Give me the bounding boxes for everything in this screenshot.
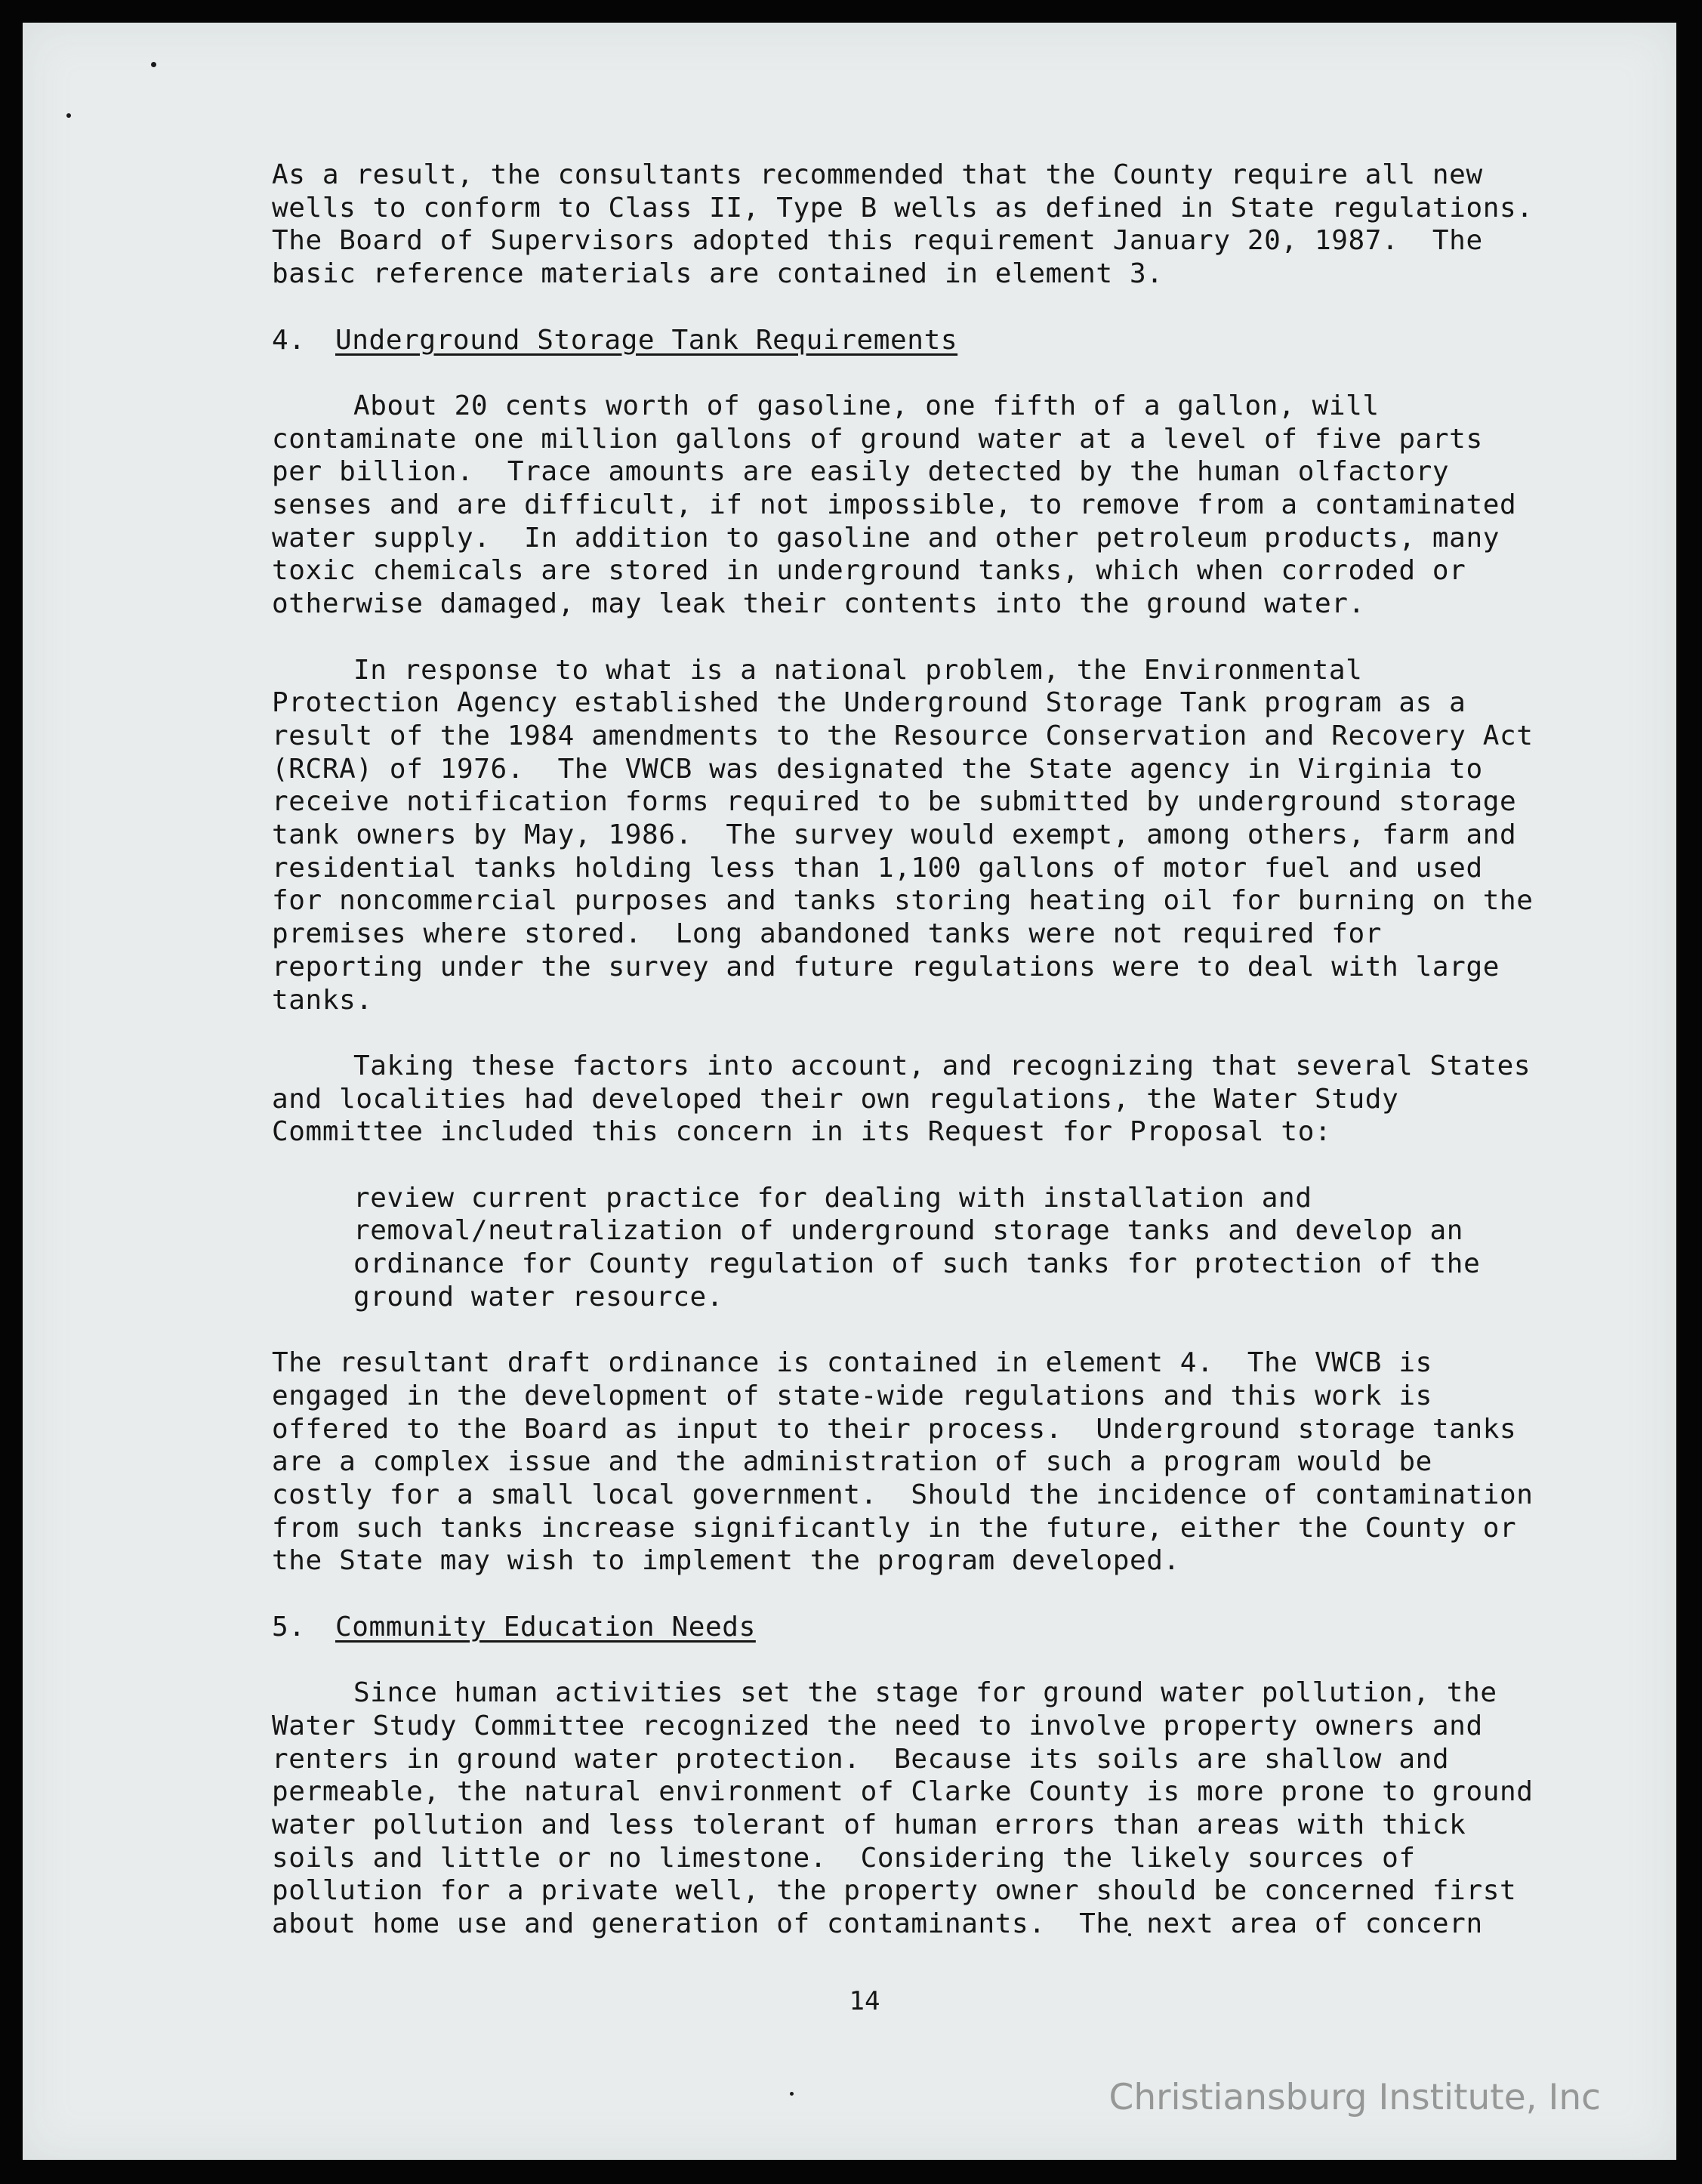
section-5-heading [272, 1611, 1540, 1644]
document-page [23, 23, 1676, 2160]
section-4-paragraph-3: Taking these factors into account, and recognizing that several States and localities had developed their own regulations, the Water Study Committee included this concern in its Request for Proposal to: [272, 1050, 1548, 1148]
scan-speck [790, 2092, 794, 2096]
section-4-number: 4. [272, 324, 306, 356]
section-4-paragraph-1: About 20 cents worth of gasoline, one fifth of a gallon, will contaminate one million gallons of ground water at a level of five parts per billion. Trace amounts are easily detected by the human olfactory senses and are difficult, if not impossible, to remove from a contaminated water supply. In addition to gasoline and other petroleum products, many toxic chemicals are stored in underground tanks, which when corroded or otherwise damaged, may leak their contents into the ground water. [272, 390, 1534, 620]
page-number: 14 [849, 1986, 880, 2016]
section-4-quote: review current practice for dealing with installation and removal/neutralization of underground storage tanks and develop an ordinance for County regulation of such tanks for protection of the ground water resource. [353, 1182, 1497, 1313]
section-5-number: 5. [272, 1611, 306, 1643]
section-4-heading [272, 324, 1540, 357]
section-4-paragraph-2: In response to what is a national problem, the Environmental Protection Agency established the Underground Storage Tank program as a result of the 1984 amendments to the Resource Conservation and Recovery Act (RCRA) of 1976. The VWCB was designated the State agency in Virginia to receive notification forms required to be submitted by underground storage tank owners by May, 1986. The survey would exempt, among others, farm and residential tanks holding less than 1,100 gallons of motor fuel and used for noncommercial purposes and tanks storing heating oil for burning on the premises where stored. Long abandoned tanks were not required for reporting under the survey and future regulations were to deal with large tanks. [272, 654, 1550, 1016]
intro-paragraph: As a result, the consultants recommended that the County require all new wells to conform to Class II, Type B wells as defined in State regulations. The Board of Supervisors adopted this requirement January 20, 1987. The basic reference materials are contained in element 3. [272, 159, 1568, 290]
watermark: Christiansburg Institute, Inc [1108, 2077, 1601, 2118]
section-5-title: Community Education Needs [335, 1611, 756, 1643]
section-4-paragraph-4: The resultant draft ordinance is contained in element 4. The VWCB is engaged in the development of state-wide regulations and this work is offered to the Board as input to their process. Underground storage tanks are a complex issue and the administration of such a program would be costly for a small local government. Should the incidence of contamination from such tanks increase significantly in the future, either the County or the State may wish to implement the program developed. [272, 1347, 1550, 1577]
section-5-paragraph-1: Since human activities set the stage for ground water pollution, the Water Study Committee recognized the need to involve property owners and renters in ground water protection. Because its soils are shallow and permeable, the natural environment of Clarke County is more prone to ground water pollution and less tolerant of human errors than areas with thick soils and little or no limestone. Considering the likely sources of pollution for a private well, the property owner should be concerned first about home use and generation of contaminants. The next area of concern [272, 1677, 1550, 1940]
scan-speck [66, 113, 71, 118]
section-4-title: Underground Storage Tank Requirements [335, 324, 958, 356]
scan-speck [151, 62, 156, 67]
document-body [272, 159, 1568, 1941]
